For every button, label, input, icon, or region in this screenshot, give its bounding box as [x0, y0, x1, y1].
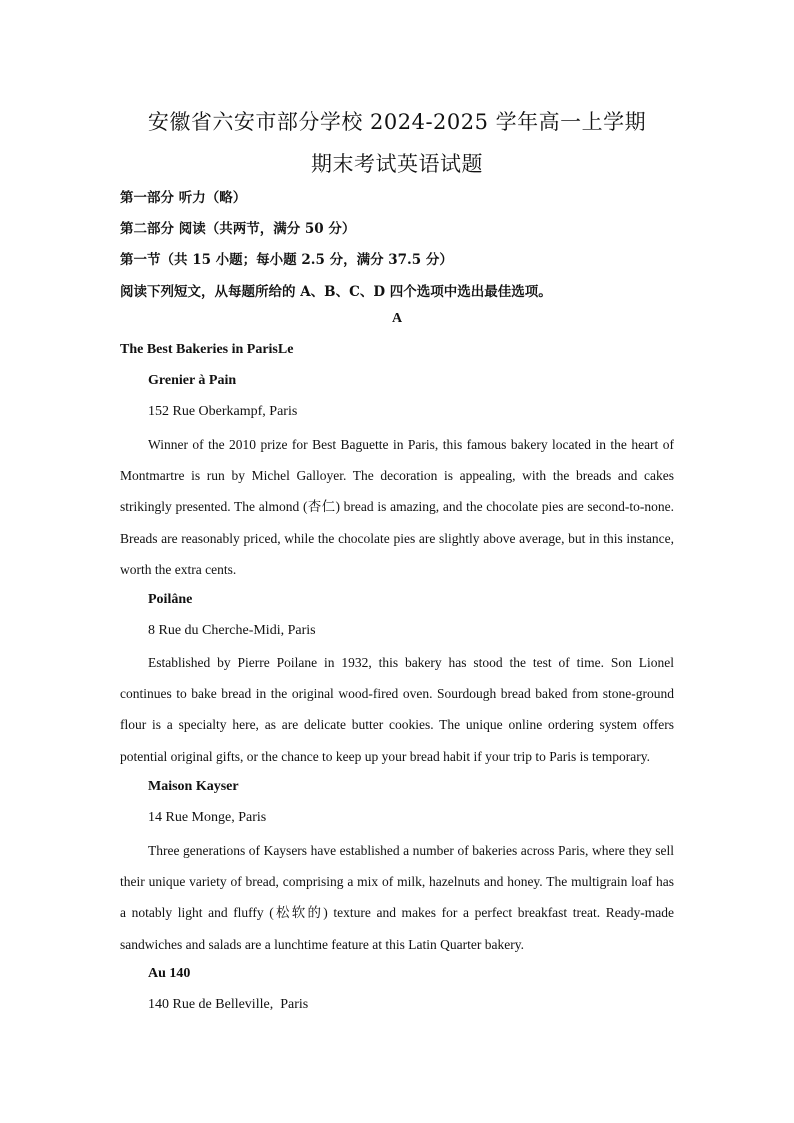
instruction-text: 阅读下列短文，从每题所给的 A、B、C、D 四个选项中选出最佳选项。 [120, 284, 552, 300]
bakery-name: Maison Kayser [148, 779, 239, 794]
bakery-address: 14 Rue Monge, Paris [148, 810, 267, 825]
exam-title-line2: 期末考试英语试题 [311, 152, 483, 176]
bakery-name: Poilâne [148, 592, 193, 607]
passage-title: The Best Bakeries in ParisLe [120, 342, 294, 357]
section1-heading: 第一节（共 15 小题；每小题 2.5 分，满分 37.5 分） [120, 252, 453, 268]
exam-title-line1: 安徽省六安市部分学校 2024-2025 学年高一上学期 [147, 110, 647, 134]
bakery-address: 140 Rue de Belleville, Paris [148, 997, 309, 1012]
bakery-description: Three generations of Kaysers have established a number of bakeries across Paris, where they sell their unique variety of bread, comprising a mix of milk, hazelnuts and honey. The multigrain loaf has a notably light and fluffy (松软的) texture and makes for a perfect breakfast treat. Ready-made sandwiches and salads are a lunchtime feature at this Latin Quarter bakery. [120, 843, 674, 952]
part1-heading: 第一部分 听力（略） [120, 190, 247, 206]
bakery-description: Winner of the 2010 prize for Best Baguette in Paris, this famous bakery located in the heart of Montmartre is run by Michel Galloyer. The decoration is appealing, with the breads and cakes strikingly presented. The almond (杏仁) bread is amazing, and the chocolate pies are second-to-none. Breads are reasonably priced, while the chocolate pies are slightly above average, but in this instance, worth the extra cents. [120, 437, 674, 577]
bakery-name: Grenier à Pain [148, 373, 237, 388]
bakery-name: Au 140 [148, 966, 191, 981]
bakery-address: 8 Rue du Cherche-Midi, Paris [148, 623, 316, 638]
bakery-address: 152 Rue Oberkampf, Paris [148, 404, 298, 419]
bakery-description: Established by Pierre Poilane in 1932, this bakery has stood the test of time. Son Lionel continues to bake bread in the original wood-fired oven. Sourdough bread baked from stone-ground flour is a specialty here, as are delicate butter cookies. The unique online ordering system offers potential original gifts, or the chance to keep up your bread habit if your trip to Paris is temporary. [120, 655, 674, 764]
part2-heading: 第二部分 阅读（共两节，满分 50 分） [120, 221, 356, 237]
passage-letter: A [391, 311, 403, 326]
